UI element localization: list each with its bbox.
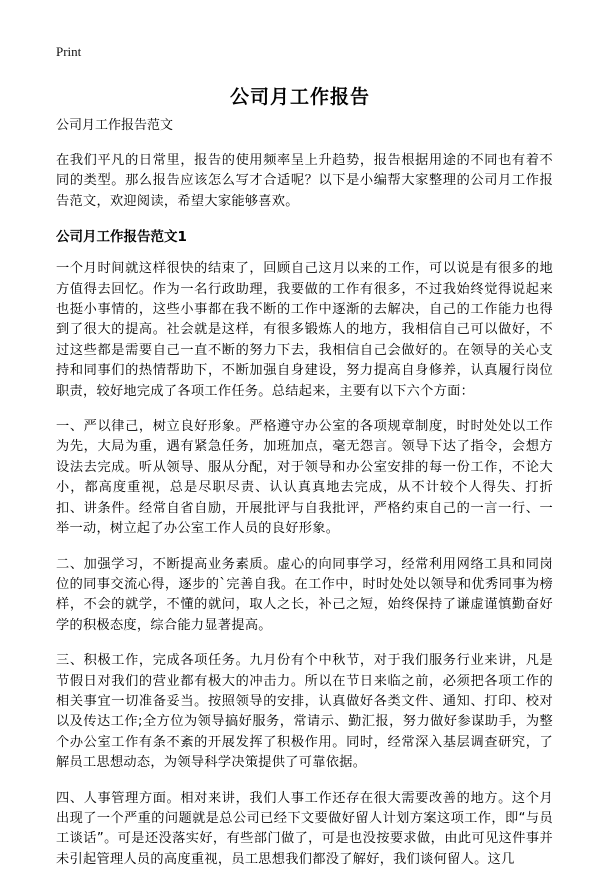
intro-paragraph: 在我们平凡的日常里，报告的使用频率呈上升趋势，报告根据用途的不同也有着不同的类型。那么报告应该怎么写才合适呢？以下是小编帮大家整理的公司月工作报告范文，欢迎阅读，希望大家能够喜欢。: [56, 153, 553, 209]
body-paragraph-3: 二、加强学习，不断提高业务素质。虚心的向同事学习，经常利用网络工具和同岗位的同事交流心得，逐步的`完善自我。在工作中，时时处处以领导和优秀同事为榜样，不会的就学，不懂的就问，取人之长，补己之短，始终保持了谦虚谨慎勤奋好学的积极态度，综合能力显著提高。: [56, 556, 553, 633]
body-paragraph-4: 三、积极工作，完成各项任务。九月份有个中秋节，对于我们服务行业来讲，凡是节假日对我们的营业都有极大的冲击力。所以在节日来临之前，必须把各项工作的相关事宜一切准备妥当。按照领导的安排，认真做好各类文件、通知、打印、校对以及传达工作;全方位为领导搞好服务，常请示、勤汇报，努力做好参谋助手，为整个办公室工作有条不紊的开展发挥了积极作用。同时，经常深入基层调查研究，了解员工思想动态，为领导科学决策提供了可靠依据。: [56, 653, 553, 771]
print-label[interactable]: Print: [56, 44, 82, 59]
document-body: [56, 116, 553, 885]
body-paragraph-2: 一、严以律己，树立良好形象。严格遵守办公室的各项规章制度，时时处处以工作为先，大局为重，遇有紧急任务，加班加点，毫无怨言。领导下达了指令，会想方设法去完成。听从领导、服从分配，对于领导和办公室安排的每一份工作，不论大小，都高度重视，总是尽职尽责、认认真真地去完成，从不计较个人得失、打折扣、讲条件。经常自省自励，开展批评与自我批评，严格约束自己的一言一行、一举一动，树立起了办公室工作人员的良好形象。: [56, 419, 553, 537]
section-heading: 公司月工作报告范文1: [56, 229, 187, 246]
page-title: 公司月工作报告: [229, 86, 370, 108]
body-paragraph-5: 四、人事管理方面。相对来讲，我们人事工作还存在很大需要改善的地方。这个月出现了一个严重的问题就是总公司已经下文要做好留人计划方案这项工作，即“与员工谈话”。可是还没落实好，有些部门做了，可是也没按要求做，由此可见这件事并未引起管理人员的高度重视，员工思想我们都没了解好，我们谈何留人。这几: [56, 790, 553, 867]
body-paragraph-1: 一个月时间就这样很快的结束了，回顾自己这月以来的工作，可以说是有很多的地方值得去回忆。作为一名行政助理，我要做的工作有很多，不过我始终觉得说起来也挺小事情的，这些小事都在我不断的工作中逐渐的去解决，自己的工作能力也得到了很大的提高。社会就是这样，有很多锻炼人的地方，我相信自己可以做好，不过这些都是需要自己一直不断的努力下去，我相信自己会做好的。在领导的关心支持和同事们的热情帮助下，不断加强自身建设，努力提高自身修养，认真履行岗位职责，较好地完成了各项工作任务。总结起来，主要有以下六个方面：: [56, 261, 553, 399]
document-subtitle: 公司月工作报告范文: [56, 118, 174, 133]
